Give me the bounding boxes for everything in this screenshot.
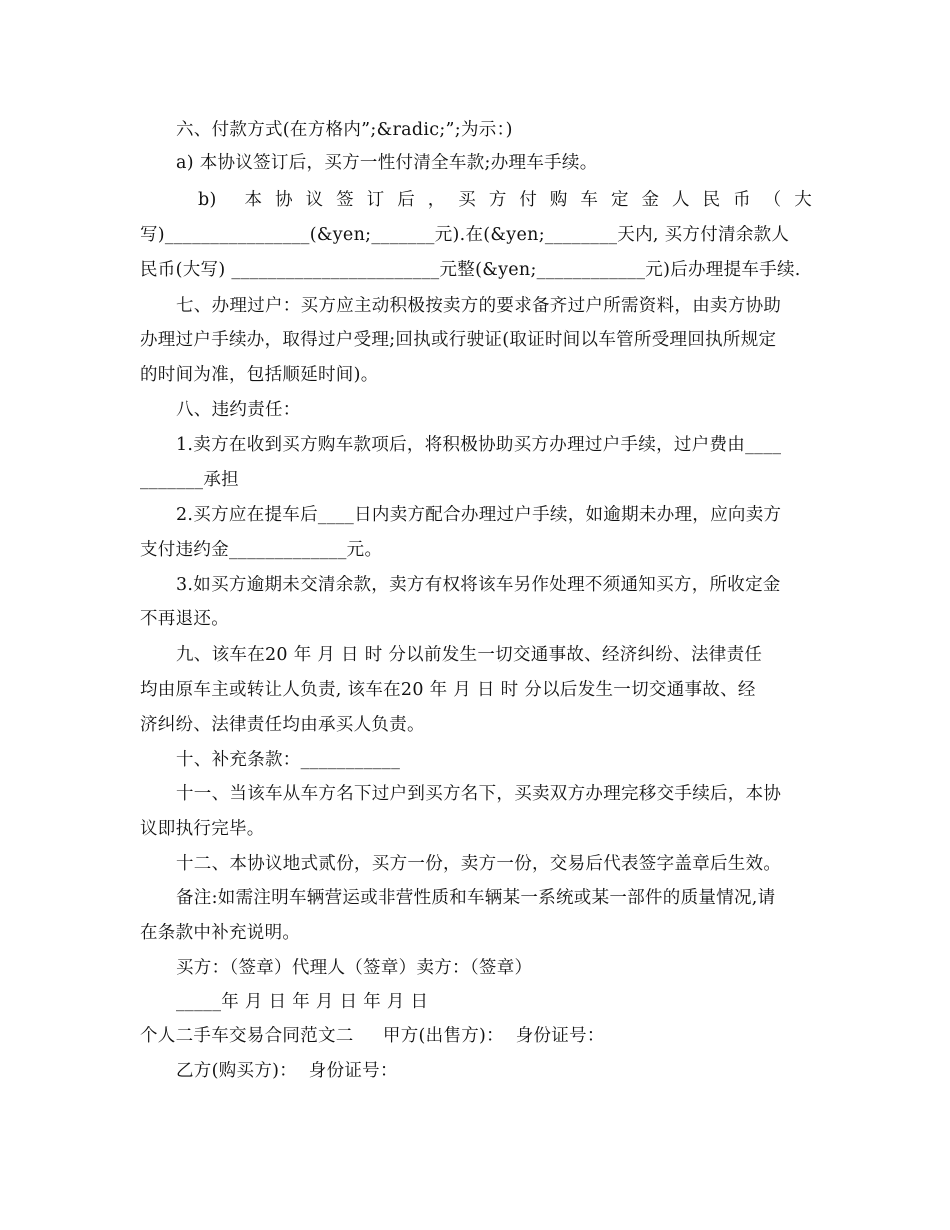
section-9-line-3: 济纠纷、法律责任均由承买人负责。	[140, 715, 425, 735]
section-11-line-2: 议即执行完毕。	[140, 819, 265, 839]
section-7-line-3: 的时间为准，包括顺延时间)。	[140, 365, 379, 385]
section-6-payment-method: 六、付款方式(在方格内”;&radic;”;为示：)	[176, 120, 513, 140]
liability-2-line-2: 支付违约金_____________元。	[140, 540, 383, 560]
payment-option-b-line-2: 写)________________(&yen;_______元).在(&yen;________天内, 买方付清余款人	[140, 225, 790, 245]
contract-2-party-b: 乙方(购买方)： 身份证号：	[176, 1061, 398, 1081]
section-12: 十二、本协议地式贰份，买方一份，卖方一份，交易后代表签字盖章后生效。	[176, 854, 782, 874]
section-11-line-1: 十一、当该车从车方名下过户到买方名下，买卖双方办理完移交手续后，本协	[176, 784, 782, 804]
liability-1-line-1: 1.卖方在收到买方购车款项后，将积极协助买方办理过户手续，过户费由____	[176, 435, 782, 455]
payment-option-b-line-3: 民币(大写) _______________________元整(&yen;____________元)后办理提车手续.	[140, 260, 801, 280]
section-10-supplementary: 十、补充条款：___________	[176, 750, 401, 770]
remark-line-1: 备注:如需注明车辆营运或非营性质和车辆某一系统或某一部件的质量情况,请	[176, 888, 776, 908]
section-7-line-1: 七、办理过户：买方应主动积极按卖方的要求备齐过户所需资料，由卖方协助	[176, 296, 782, 316]
remark-line-2: 在条款中补充说明。	[140, 923, 301, 943]
liability-3-line-1: 3.如买方逾期未交清余款，卖方有权将该车另作处理不须通知买方，所收定金	[176, 575, 781, 595]
payment-option-a: a) 本协议签订后，买方一性付清全车款;办理车手续。	[176, 153, 598, 173]
liability-3-line-2: 不再退还。	[140, 609, 229, 629]
contract-2-party-a: 个人二手车交易合同范文二 甲方(出售方)： 身份证号：	[140, 1026, 605, 1046]
payment-option-b-line-1: b) 本 协 议 签 订 后 ， 买 方 付 购 车 定 金 人 民 币 （ 大	[198, 190, 812, 210]
section-7-line-2: 办理过户手续办，取得过户受理;回执或行驶证(取证时间以车管所受理回执所规定	[140, 330, 777, 350]
section-9-line-1: 九、该车在20 年 月 日 时 分以前发生一切交通事故、经济纠纷、法律责任	[176, 645, 763, 665]
signature-line: 买方：（签章）代理人（签章）卖方：（签章）	[176, 958, 533, 978]
section-9-line-2: 均由原车主或转让人负责, 该车在20 年 月 日 时 分以后发生一切交通事故、经	[140, 680, 756, 700]
section-8-heading: 八、违约责任：	[176, 400, 301, 420]
date-line: _____年 月 日 年 月 日 年 月 日	[176, 992, 429, 1012]
liability-2-line-1: 2.买方应在提车后____日内卖方配合办理过户手续，如逾期未办理，应向卖方	[176, 505, 782, 525]
liability-1-line-2: _______承担	[140, 470, 239, 490]
